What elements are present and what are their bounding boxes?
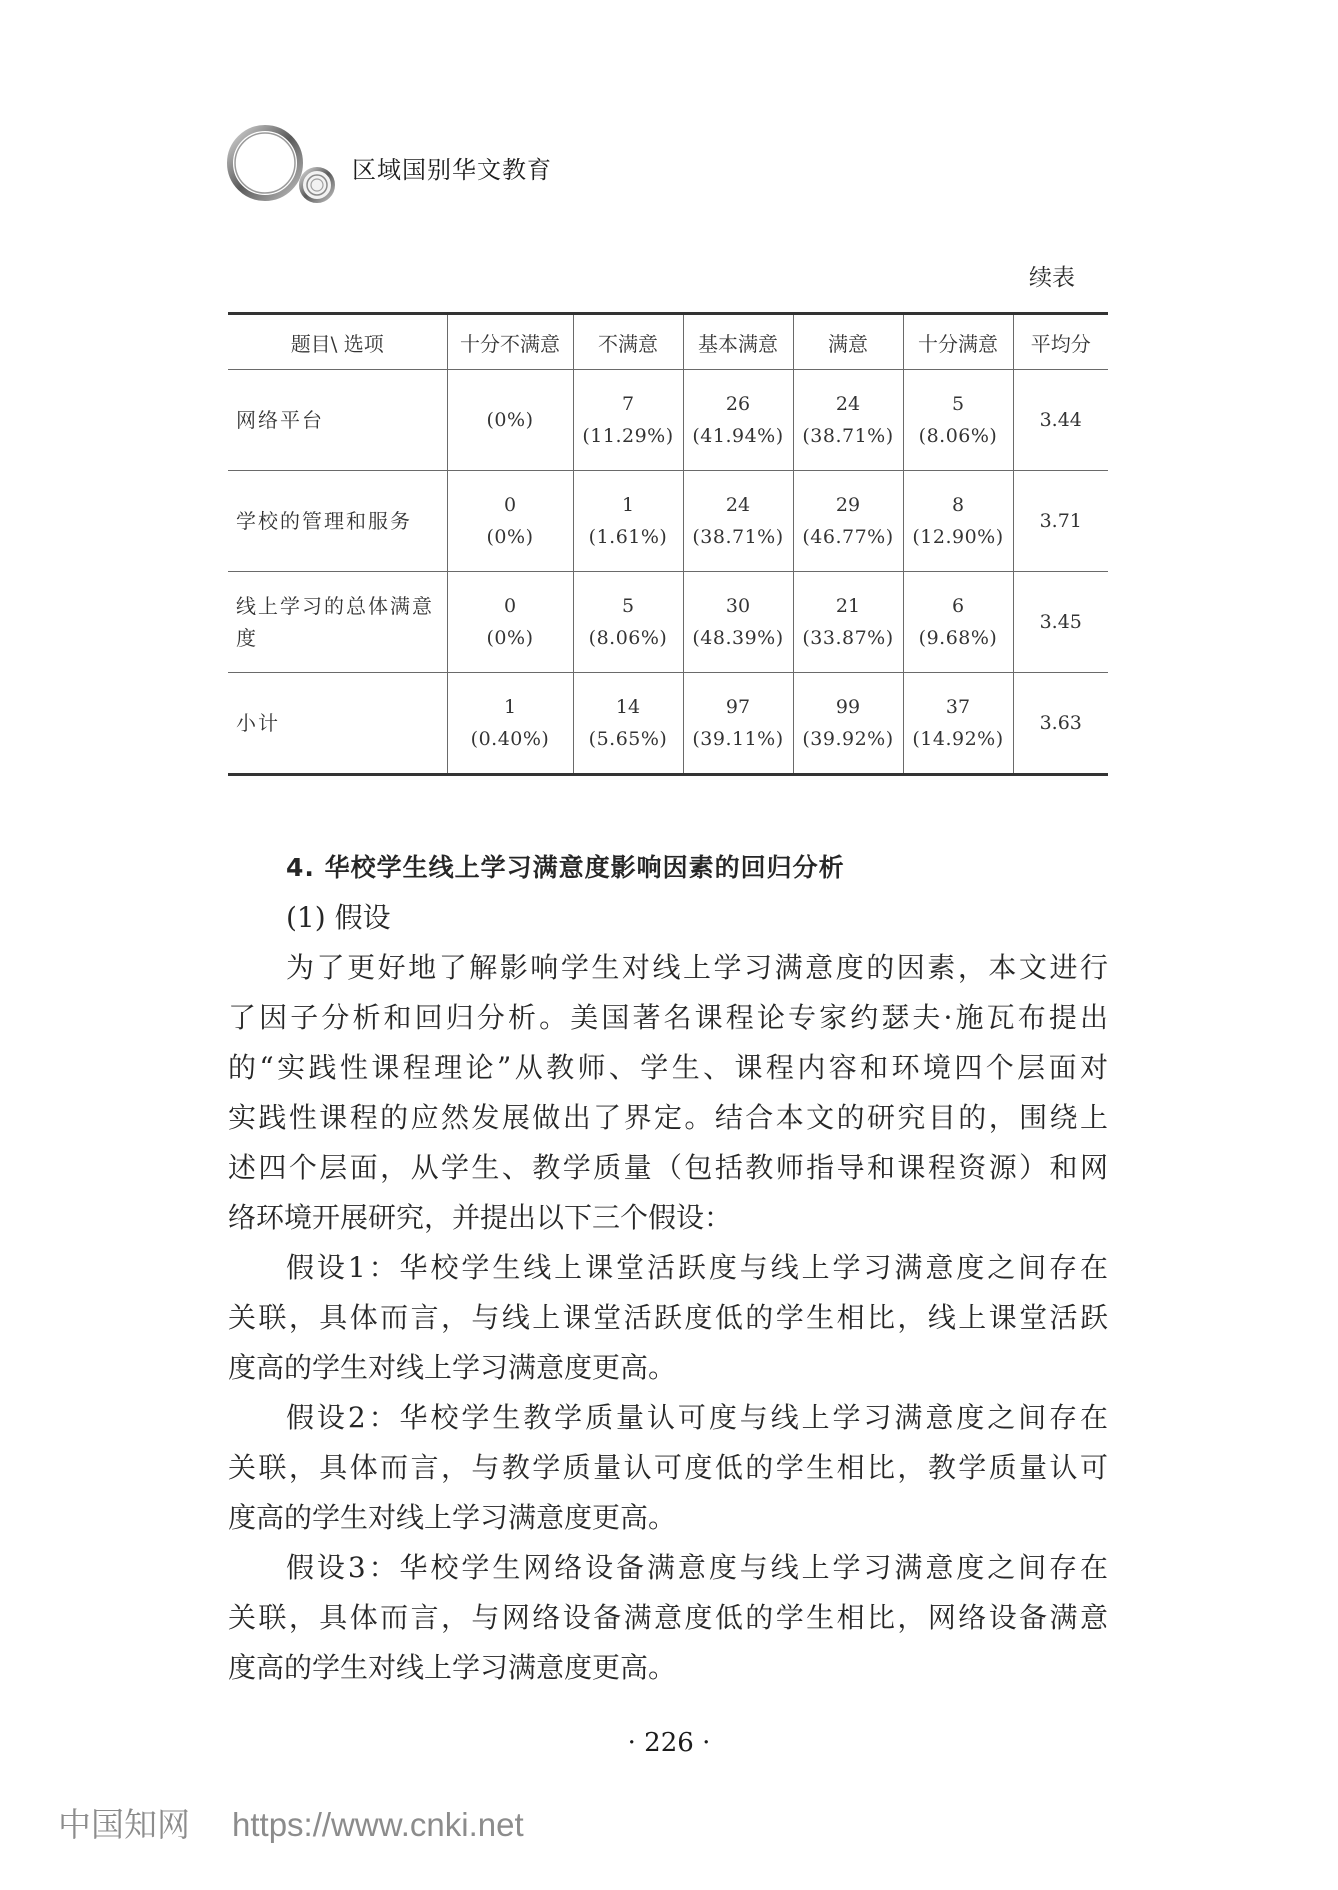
page-number: · 226 · bbox=[627, 1728, 711, 1758]
cell-count: 6 bbox=[951, 595, 965, 617]
column-header: 平均分 bbox=[1013, 314, 1108, 370]
watermark-url: https://www.cnki.net bbox=[232, 1806, 524, 1843]
text-line: 度高的学生对线上学习满意度更高。 bbox=[228, 1501, 677, 1534]
row-label: 小计 bbox=[228, 673, 447, 775]
paragraph-hypothesis-2 bbox=[228, 1393, 1108, 1543]
paragraph-intro bbox=[228, 943, 1108, 1243]
text-line: 关联，具体而言，与教学质量认可度低的学生相比，教学质量认可 bbox=[228, 1451, 1108, 1484]
table-cell bbox=[793, 673, 903, 775]
running-header-title: 区域国别华文教育 bbox=[352, 156, 552, 184]
cell-percent: (1.61%) bbox=[588, 526, 668, 548]
cell-percent: (38.71%) bbox=[802, 425, 894, 447]
section-heading: 4. 华校学生线上学习满意度影响因素的回归分析 bbox=[286, 853, 845, 882]
row-label: 网络平台 bbox=[228, 370, 447, 471]
satisfaction-table bbox=[228, 312, 1108, 776]
cell-percent: (48.39%) bbox=[692, 627, 784, 649]
cell-count: 1 bbox=[621, 494, 635, 516]
cell-count: 1 bbox=[503, 696, 517, 718]
table-cell bbox=[573, 673, 683, 775]
table-cell bbox=[573, 370, 683, 471]
cnki-watermark bbox=[58, 1805, 524, 1845]
cell-count: 0 bbox=[503, 494, 517, 516]
row-label: 学校的管理和服务 bbox=[228, 471, 447, 572]
cell-count: 24 bbox=[725, 494, 751, 516]
cell-percent: (9.68%) bbox=[918, 627, 998, 649]
text-line: 度高的学生对线上学习满意度更高。 bbox=[228, 1351, 677, 1384]
column-header: 十分不满意 bbox=[447, 314, 573, 370]
table-header-row bbox=[228, 314, 1108, 370]
column-header: 不满意 bbox=[573, 314, 683, 370]
cell-percent: (8.06%) bbox=[588, 627, 668, 649]
text-line: 为了更好地了解影响学生对线上学习满意度的因素，本文进行 bbox=[286, 951, 1108, 984]
cell-count: 5 bbox=[621, 595, 635, 617]
cell-count: 7 bbox=[621, 393, 635, 415]
cell-count: 26 bbox=[725, 393, 751, 415]
cell-percent: (5.65%) bbox=[588, 728, 668, 750]
table-cell bbox=[683, 572, 793, 673]
cell-percent: (0.40%) bbox=[470, 728, 550, 750]
cell-percent: (33.87%) bbox=[802, 627, 894, 649]
table-cell bbox=[793, 370, 903, 471]
cell-percent: (0%) bbox=[486, 409, 534, 431]
table-cell bbox=[903, 673, 1013, 775]
cell-percent: (0%) bbox=[486, 526, 534, 548]
cell-percent: (39.11%) bbox=[692, 728, 784, 750]
column-header: 满意 bbox=[793, 314, 903, 370]
column-header: 十分满意 bbox=[903, 314, 1013, 370]
cell-percent: (14.92%) bbox=[912, 728, 1004, 750]
text-line: 的“实践性课程理论”从教师、学生、课程内容和环境四个层面对 bbox=[228, 1051, 1108, 1084]
cell-count: 21 bbox=[835, 595, 861, 617]
text-line: 度高的学生对线上学习满意度更高。 bbox=[228, 1651, 677, 1684]
cell-count: 0 bbox=[503, 595, 517, 617]
cell-count: 97 bbox=[725, 696, 751, 718]
cell-percent: (38.71%) bbox=[692, 526, 784, 548]
cell-percent: (11.29%) bbox=[582, 425, 674, 447]
cell-percent: (0%) bbox=[486, 627, 534, 649]
cell-count: 5 bbox=[951, 393, 965, 415]
table-continuation-label: 续表 bbox=[1029, 265, 1075, 291]
table-cell bbox=[903, 572, 1013, 673]
cell-percent: (46.77%) bbox=[802, 526, 894, 548]
table-row bbox=[228, 471, 1108, 572]
table-cell bbox=[903, 370, 1013, 471]
column-header: 基本满意 bbox=[683, 314, 793, 370]
table-cell bbox=[447, 673, 573, 775]
table-row bbox=[228, 370, 1108, 471]
body-text bbox=[228, 843, 1108, 1693]
cell-count: 29 bbox=[835, 494, 861, 516]
table-cell bbox=[793, 572, 903, 673]
text-line: 假设1：华校学生线上课堂活跃度与线上学习满意度之间存在 bbox=[286, 1251, 1108, 1284]
table-row bbox=[228, 572, 1108, 673]
text-line: 假设2：华校学生教学质量认可度与线上学习满意度之间存在 bbox=[286, 1401, 1108, 1434]
cell-count: 99 bbox=[835, 696, 861, 718]
cell-count: 14 bbox=[615, 696, 641, 718]
table-cell bbox=[573, 572, 683, 673]
cell-percent: (8.06%) bbox=[918, 425, 998, 447]
average-score: 3.63 bbox=[1013, 673, 1108, 775]
row-label: 线上学习的总体满意度 bbox=[228, 572, 447, 673]
double-ring-logo-icon bbox=[224, 122, 344, 212]
watermark-name: 中国知网 bbox=[58, 1806, 190, 1843]
column-header: 题目\ 选项 bbox=[228, 314, 447, 370]
average-score: 3.44 bbox=[1013, 370, 1108, 471]
average-score: 3.71 bbox=[1013, 471, 1108, 572]
table-cell bbox=[683, 370, 793, 471]
sub-heading: (1) 假设 bbox=[286, 901, 391, 934]
average-score: 3.45 bbox=[1013, 572, 1108, 673]
cell-count: 37 bbox=[945, 696, 971, 718]
table-cell bbox=[447, 370, 573, 471]
table-cell bbox=[683, 471, 793, 572]
table-row-subtotal bbox=[228, 673, 1108, 775]
text-line: 关联，具体而言，与线上课堂活跃度低的学生相比，线上课堂活跃 bbox=[228, 1301, 1108, 1334]
text-line: 了因子分析和回归分析。美国著名课程论专家约瑟夫·施瓦布提出 bbox=[228, 1001, 1108, 1034]
paragraph-hypothesis-3 bbox=[228, 1543, 1108, 1693]
cell-count: 8 bbox=[951, 494, 965, 516]
text-line: 关联，具体而言，与网络设备满意度低的学生相比，网络设备满意 bbox=[228, 1601, 1108, 1634]
table-cell bbox=[447, 471, 573, 572]
cell-count: 24 bbox=[835, 393, 861, 415]
cell-percent: (12.90%) bbox=[912, 526, 1004, 548]
cell-count: 30 bbox=[725, 595, 751, 617]
cell-percent: (41.94%) bbox=[692, 425, 784, 447]
table-cell bbox=[683, 673, 793, 775]
table-cell bbox=[573, 471, 683, 572]
table-cell bbox=[793, 471, 903, 572]
text-line: 络环境开展研究，并提出以下三个假设： bbox=[228, 1201, 733, 1234]
text-line: 假设3：华校学生网络设备满意度与线上学习满意度之间存在 bbox=[286, 1551, 1108, 1584]
text-line: 述四个层面，从学生、教学质量（包括教师指导和课程资源）和网 bbox=[228, 1151, 1108, 1184]
cell-percent: (39.92%) bbox=[802, 728, 894, 750]
table-cell bbox=[903, 471, 1013, 572]
table-cell bbox=[447, 572, 573, 673]
paragraph-hypothesis-1 bbox=[228, 1243, 1108, 1393]
text-line: 实践性课程的应然发展做出了界定。结合本文的研究目的，围绕上 bbox=[228, 1101, 1108, 1134]
